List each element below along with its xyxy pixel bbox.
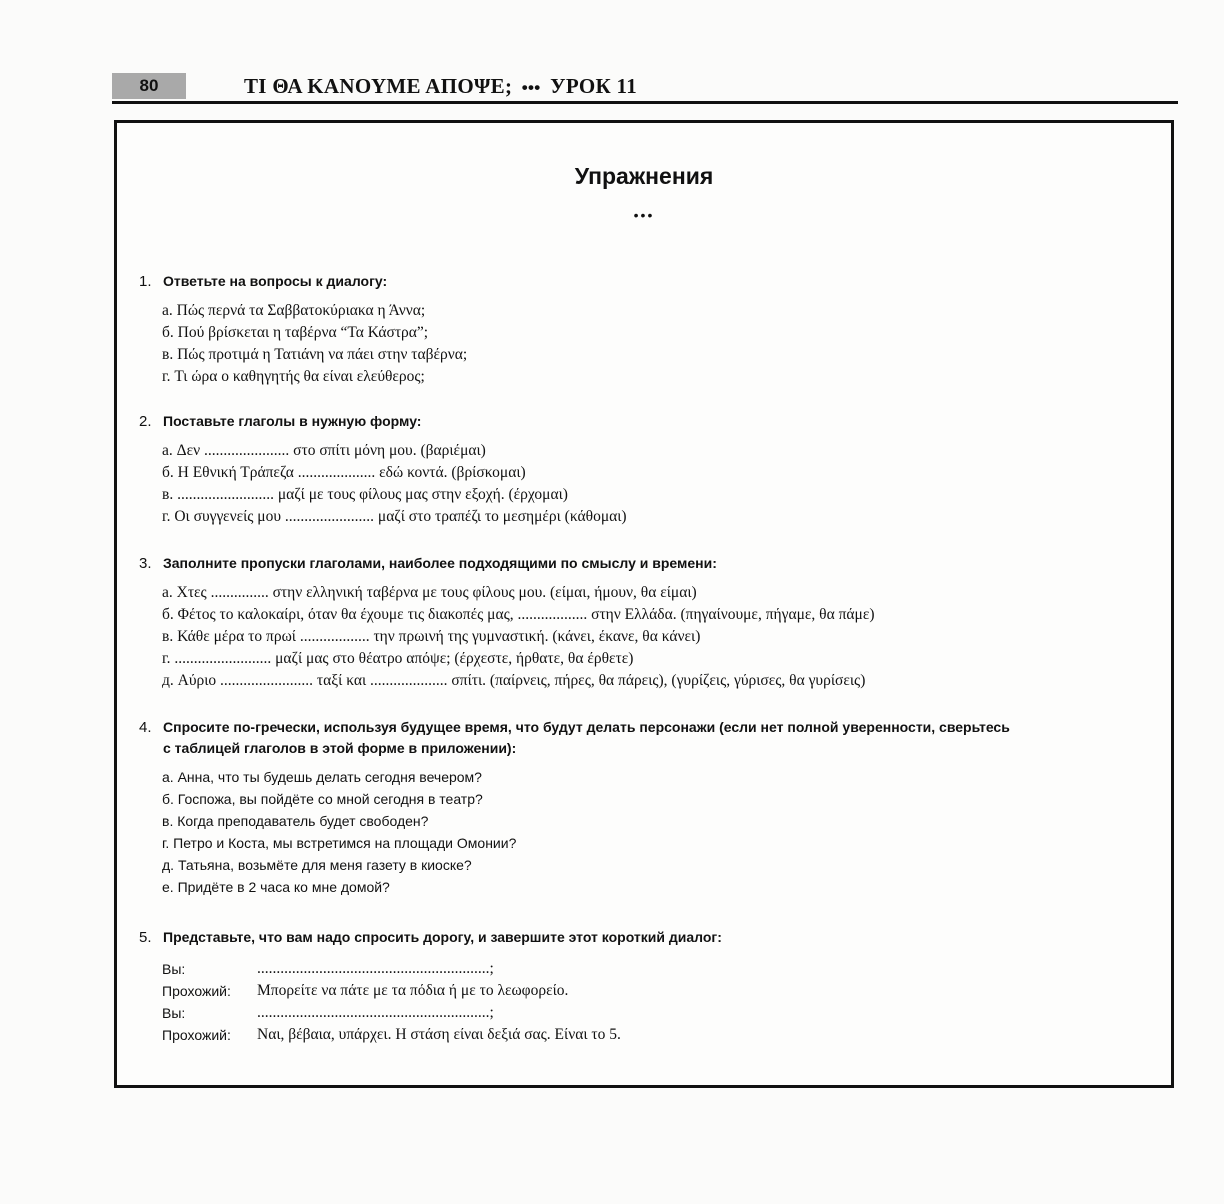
exercise-item: а. Анна, что ты будешь делать сегодня вечером? — [162, 769, 482, 785]
lesson-label: УРОК 11 — [550, 74, 637, 98]
exercise-5 — [139, 927, 1151, 1046]
dialogue-speaker: Вы: — [162, 961, 186, 977]
exercise-item: в. ......................... μαζί με τους φίλους μας στην εξοχή. (έρχομαι) — [162, 486, 568, 503]
title-ornament: ••• — [633, 207, 655, 223]
exercise-item: б. Η Εθνική Τράπεζα .................... εδώ κοντά. (βρίσκομαι) — [162, 464, 526, 481]
exercise-instruction: Спросите по-гречески, используя будущее время, что будут делать персонажи (если нет полной уверенности, сверьтесь — [163, 719, 1010, 735]
lesson-title: ΤΙ ΘΑ ΚΑΝΟΥΜΕ ΑΠΟΨΕ; — [244, 74, 513, 98]
exercise-item: г. Τι ώρα ο καθηγητής θα είναι ελεύθερος; — [162, 368, 425, 385]
exercise-number: 3. — [139, 555, 152, 572]
exercise-item: б. Πού βρίσκεται η ταβέρνα “Τα Κάστρα”; — [162, 324, 429, 341]
exercise-2 — [139, 411, 1151, 528]
exercise-heading — [139, 717, 1151, 738]
exercise-item: д. Αύριο ........................ ταξί και .................... σπίτι. (παίρνεις, πήρες, θα πάρεις), (γυρίζεις, γύρισες, θα γυρίσεις) — [162, 672, 866, 689]
exercise-item: в. Κάθε μέρα το πρωί .................. την πρωινή της γυμναστική. (κάνει, έκανε, θα κάνει) — [162, 628, 701, 645]
dialogue-speaker: Прохожий: — [162, 1027, 231, 1043]
exercise-instruction: Заполните пропуски глаголами, наиболее подходящими по смыслу и времени: — [163, 555, 717, 571]
exercise-4 — [139, 717, 1151, 898]
exercise-instruction: Ответьте на вопросы к диалогу: — [163, 273, 388, 289]
exercise-item: е. Придёте в 2 часа ко мне домой? — [162, 879, 390, 895]
exercise-heading — [139, 553, 1151, 574]
exercise-number: 5. — [139, 929, 152, 946]
exercise-item: д. Татьяна, возьмёте для меня газету в киоске? — [162, 857, 472, 873]
running-header — [244, 74, 637, 99]
dialogue-speaker: Прохожий: — [162, 983, 231, 999]
exercise-instruction: Представьте, что вам надо спросить дорогу, и завершите этот короткий диалог: — [163, 929, 722, 945]
exercise-instruction-continued: с таблицей глаголов в этой форме в приложении): — [163, 740, 517, 756]
exercise-item: г. Петро и Коста, мы встретимся на площади Омонии? — [162, 835, 517, 851]
exercise-item: в. Πώς προτιμά η Τατιάνη να πάει στην ταβέρνα; — [162, 346, 468, 363]
exercise-number: 2. — [139, 413, 152, 430]
exercise-item: а. Χτες ............... στην ελληνική ταβέρνα με τους φίλους μου. (είμαι, ήμουν, θα είμαι) — [162, 584, 697, 601]
header-rule — [112, 101, 1178, 104]
dialogue-text: Μπορείτε να πάτε με τα πόδια ή με το λεωφορείο. — [257, 982, 569, 999]
dialogue-line — [162, 1002, 1151, 1024]
dialogue-line — [162, 958, 1151, 980]
exercise-item: в. Когда преподаватель будет свободен? — [162, 813, 429, 829]
dialogue-line — [162, 1024, 1151, 1046]
exercise-item: а. Δεν ...................... στο σπίτι μόνη μου. (βαριέμαι) — [162, 442, 486, 459]
dialogue-text: Ναι, βέβαια, υπάρχει. Η στάση είναι δεξιά σας. Είναι το 5. — [257, 1026, 621, 1043]
exercise-number: 4. — [139, 719, 152, 736]
dialogue-text: ............................................................; — [257, 960, 494, 977]
dialogue-speaker: Вы: — [162, 1005, 186, 1021]
page-title: Упражнения — [574, 163, 714, 189]
exercise-heading — [139, 271, 1151, 292]
exercise-3 — [139, 553, 1151, 692]
exercise-instruction: Поставьте глаголы в нужную форму: — [163, 413, 422, 429]
exercise-item: б. Госпожа, вы пойдёте со мной сегодня в театр? — [162, 791, 483, 807]
header-separator: ••• — [521, 78, 541, 97]
dialogue-line — [162, 980, 1151, 1002]
exercise-item: г. ......................... μαζί μας στο θέατρο απόψε; (έρχεστε, ήρθατε, θα έρθετε) — [162, 650, 634, 667]
exercise-heading — [139, 927, 1151, 948]
exercise-item: а. Πώς περνά τα Σαββατοκύριακα η Άννα; — [162, 302, 426, 319]
exercise-frame — [114, 120, 1174, 1088]
page-number: 80 — [112, 73, 186, 99]
dialogue — [139, 958, 1151, 1046]
exercise-number: 1. — [139, 273, 152, 290]
exercise-heading — [139, 411, 1151, 432]
exercise-1 — [139, 271, 1151, 388]
exercise-item: б. Φέτος το καλοκαίρι, όταν θα έχουμε τις διακοπές μας, .................. στην Ελλάδα. (πηγαίνουμε, πήγαμε, θα πάμε) — [162, 606, 875, 623]
dialogue-text: ............................................................; — [257, 1004, 494, 1021]
exercise-item: г. Οι συγγενείς μου ....................... μαζί στο τραπέζι το μεσημέρι (κάθομαι) — [162, 508, 627, 525]
